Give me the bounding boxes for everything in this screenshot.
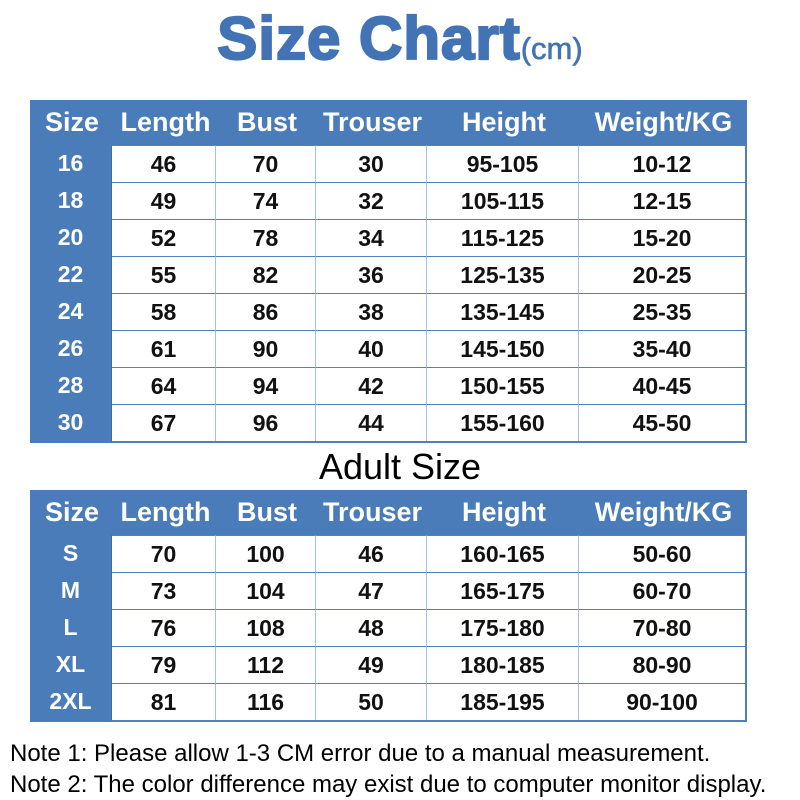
data-cell: 116 (215, 683, 315, 720)
size-label-xl: XL (55, 651, 86, 677)
data-cell: 90 (215, 330, 315, 367)
title-unit-cm: (cm) (520, 31, 583, 66)
data-cell: 82 (215, 256, 315, 293)
size-label-l: L (63, 614, 78, 640)
data-cell: 175-180 (426, 609, 578, 646)
data-cell: 32 (315, 182, 426, 219)
table-body (30, 535, 747, 722)
data-cell: 70 (215, 145, 315, 182)
data-cell: 10-12 (578, 145, 745, 182)
data-cell: 115-125 (426, 219, 578, 256)
data-cell: 60-70 (578, 572, 745, 609)
data-cell: 76 (112, 609, 215, 646)
size-label-column (30, 535, 111, 722)
kids-size-table (30, 100, 747, 443)
note-2: Note 2: The color difference may exist due to computer monitor display. (10, 771, 767, 798)
column-header-trouser: Trouser (322, 107, 423, 137)
data-cell: 79 (112, 646, 215, 683)
data-cell: 67 (112, 404, 215, 441)
data-cell: 105-115 (426, 182, 578, 219)
size-label-m: M (60, 577, 81, 603)
note-1: Note 1: Please allow 1-3 CM error due to a manual measurement. (10, 740, 711, 767)
data-cell: 40 (315, 330, 426, 367)
column-header-size: Size (44, 497, 100, 527)
size-label-16: 16 (57, 150, 84, 176)
title-text: Size Chart (217, 5, 521, 72)
column-header-length: Length (120, 107, 211, 137)
data-cell: 150-155 (426, 367, 578, 404)
table-body (30, 145, 747, 443)
data-cell: 135-145 (426, 293, 578, 330)
table-data-grid (111, 535, 747, 722)
size-label-28: 28 (57, 372, 84, 398)
data-cell: 46 (112, 145, 215, 182)
column-header-height: Height (462, 107, 546, 137)
adult-size-heading: Adult Size (318, 446, 482, 487)
data-cell: 46 (315, 535, 426, 572)
table-header-row (30, 490, 747, 535)
data-cell: 12-15 (578, 182, 745, 219)
data-cell: 108 (215, 609, 315, 646)
data-cell: 20-25 (578, 256, 745, 293)
data-cell: 160-165 (426, 535, 578, 572)
data-cell: 50-60 (578, 535, 745, 572)
column-header-weight-kg: Weight/KG (594, 497, 733, 527)
column-header-size: Size (44, 107, 100, 137)
column-header-weight-kg: Weight/KG (594, 107, 733, 137)
data-cell: 112 (215, 646, 315, 683)
adult-size-table (30, 490, 747, 722)
table-header-row (30, 100, 747, 145)
data-cell: 104 (215, 572, 315, 609)
data-cell: 40-45 (578, 367, 745, 404)
data-cell: 15-20 (578, 219, 745, 256)
data-cell: 100 (215, 535, 315, 572)
data-cell: 78 (215, 219, 315, 256)
data-cell: 44 (315, 404, 426, 441)
data-cell: 45-50 (578, 404, 745, 441)
data-cell: 73 (112, 572, 215, 609)
data-cell: 36 (315, 256, 426, 293)
data-cell: 49 (315, 646, 426, 683)
data-cell: 81 (112, 683, 215, 720)
data-cell: 49 (112, 182, 215, 219)
data-cell: 64 (112, 367, 215, 404)
data-cell: 38 (315, 293, 426, 330)
data-cell: 165-175 (426, 572, 578, 609)
data-cell: 25-35 (578, 293, 745, 330)
notes (0, 738, 800, 800)
data-cell: 61 (112, 330, 215, 367)
size-label-30: 30 (57, 409, 84, 435)
size-label-22: 22 (57, 261, 84, 287)
column-header-bust: Bust (237, 107, 297, 137)
column-header-trouser: Trouser (322, 497, 423, 527)
size-label-18: 18 (57, 187, 84, 213)
data-cell: 94 (215, 367, 315, 404)
page-title (0, 0, 800, 82)
data-cell: 95-105 (426, 145, 578, 182)
table-data-grid (111, 145, 747, 443)
size-label-2xl: 2XL (49, 688, 92, 714)
data-cell: 80-90 (578, 646, 745, 683)
data-cell: 50 (315, 683, 426, 720)
data-cell: 47 (315, 572, 426, 609)
data-cell: 125-135 (426, 256, 578, 293)
column-header-length: Length (120, 497, 211, 527)
size-label-column (30, 145, 111, 443)
data-cell: 155-160 (426, 404, 578, 441)
data-cell: 145-150 (426, 330, 578, 367)
data-cell: 55 (112, 256, 215, 293)
data-cell: 90-100 (578, 683, 745, 720)
column-header-bust: Bust (237, 497, 297, 527)
size-label-24: 24 (57, 298, 84, 324)
data-cell: 185-195 (426, 683, 578, 720)
data-cell: 70-80 (578, 609, 745, 646)
data-cell: 74 (215, 182, 315, 219)
data-cell: 96 (215, 404, 315, 441)
data-cell: 180-185 (426, 646, 578, 683)
data-cell: 34 (315, 219, 426, 256)
data-cell: 70 (112, 535, 215, 572)
data-cell: 42 (315, 367, 426, 404)
size-label-26: 26 (57, 335, 84, 361)
size-label-s: S (62, 540, 79, 566)
column-header-height: Height (462, 497, 546, 527)
size-label-20: 20 (57, 224, 84, 250)
data-cell: 58 (112, 293, 215, 330)
data-cell: 52 (112, 219, 215, 256)
data-cell: 86 (215, 293, 315, 330)
data-cell: 35-40 (578, 330, 745, 367)
data-cell: 30 (315, 145, 426, 182)
data-cell: 48 (315, 609, 426, 646)
